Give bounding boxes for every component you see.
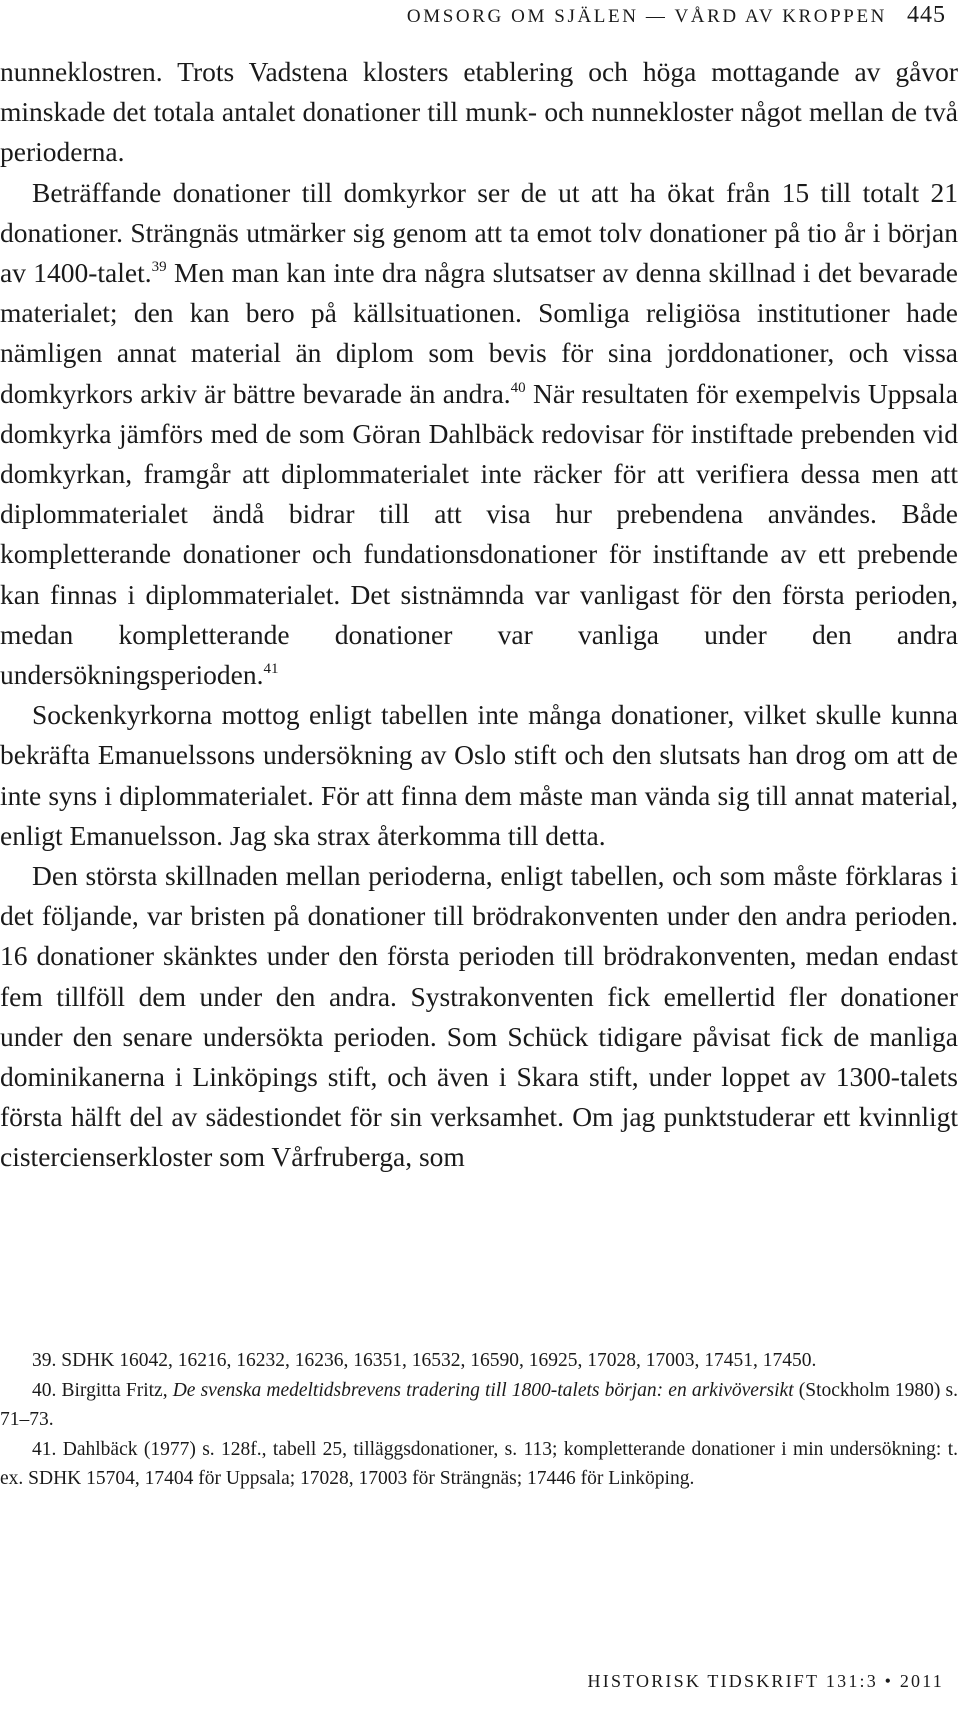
footer-separator: •	[884, 1671, 894, 1691]
paragraph-1-text: nunneklostren. Trots Vadstena klosters etablering och höga mottagande av gåvor minskade det totala antalet donationer till munk- och nunnekloster något mellan de två perioderna.	[0, 56, 958, 168]
footnote-40-title: De svenska medeltidsbrevens tradering till 1800-talets början: en arkivöversikt	[172, 1379, 794, 1401]
paragraph-4	[0, 856, 958, 1178]
paragraph-4-text: Den största skillnaden mellan perioderna, enligt tabellen, och som måste förklaras i det följande, var bristen på donationer till brödrakonventen under den andra perioden. 16 donationer skänktes under den första perioden till brödrakonventen, medan endast fem tillföll dem under den andra. Systrakonventen fick emellertid fler donationer under den senare undersökta perioden. Som Schück tidigare påvisat fick de manliga dominikanerna i Linköpings stift, och även i Skara stift, under loppet av 1300-talets första hälft del av sädestiondet för sin verksamhet. Om jag punktstuderar ett kvinnligt cistercienserkloster som Vårfruberga, som	[0, 860, 958, 1173]
journal-name: HISTORISK TIDSKRIFT	[587, 1671, 820, 1691]
paragraph-2-text-b: Men man kan inte dra några slutsatser av denna skillnad i det bevarade materialet; den kan bero på källsituationen. Somliga religiösa institutioner hade nämligen annat material än diplom som bevis för sina jorddonationer, och vissa domkyrkors arkiv är bättre bevarade än andra.	[0, 257, 959, 409]
footnote-40-lead: 40. Birgitta Fritz,	[32, 1379, 173, 1401]
footnote-40-tail: (Stockholm 1980) s. 71–73.	[0, 1379, 958, 1431]
running-title: OMSORG OM SJÄLEN — VÅRD AV KROPPEN	[406, 6, 887, 27]
paragraph-2-text-a: Beträffande donationer till domkyrkor ser de ut att ha ökat från 15 till totalt 21 donationer. Strängnäs utmärker sig genom att ta emot tolv donationer på tio år i början av 1400-talet.	[0, 176, 958, 289]
footnotes	[0, 1346, 958, 1494]
journal-year: 2011	[899, 1671, 944, 1691]
footnote-ref-39: 39	[151, 259, 167, 276]
paragraph-2-text-c: När resultaten för exempelvis Uppsala domkyrka jämförs med de som Göran Dahlbäck redovisar för instiftade prebenden vid domkyrkan, framgår att diplommaterialet inte räcker för att verifiera dessa men att diplommaterialet ändå bidrar till att visa hur prebendena användes. Både kompletterande donationer och fundationsdonationer för instiftande av ett prebende kan finnas i diplommaterialet. Det sistnämnda var vanligast för den första perioden, medan kompletterande donationer var vanliga under den andra undersökningsperioden.	[0, 377, 958, 691]
footnote-ref-41: 41	[263, 661, 279, 678]
paragraph-3	[0, 695, 958, 856]
running-head	[300, 2, 946, 36]
paragraph-1	[0, 52, 958, 173]
footnote-41: 41. Dahlbäck (1977) s. 128f., tabell 25, tilläggsdonationer, s. 113; kompletterande donationer i min undersökning: t. ex. SDHK 15704, 17404 för Uppsala; 17028, 17003 för Strängnäs; 17446 för Linköping.	[0, 1438, 958, 1490]
body-text	[0, 52, 958, 1178]
paragraph-3-text: Sockenkyrkorna mottog enligt tabellen inte många donationer, vilket skulle kunna bekräfta Emanuelssons undersökning av Oslo stift och den slutsats han drog om att de inte syns i diplommaterialet. För att finna dem måste man vända sig till annat material, enligt Emanuelsson. Jag ska strax återkomma till detta.	[0, 699, 958, 851]
journal-issue: 131:3	[825, 1671, 878, 1691]
footnote-ref-40: 40	[510, 379, 526, 396]
paragraph-2	[0, 173, 958, 696]
page-footer	[588, 1671, 944, 1692]
footnote-40	[0, 1376, 958, 1435]
footnote-39: 39. SDHK 16042, 16216, 16232, 16236, 16351, 16532, 16590, 16925, 17028, 17003, 17451, 17450.	[32, 1350, 817, 1371]
page-number: 445	[907, 2, 946, 28]
